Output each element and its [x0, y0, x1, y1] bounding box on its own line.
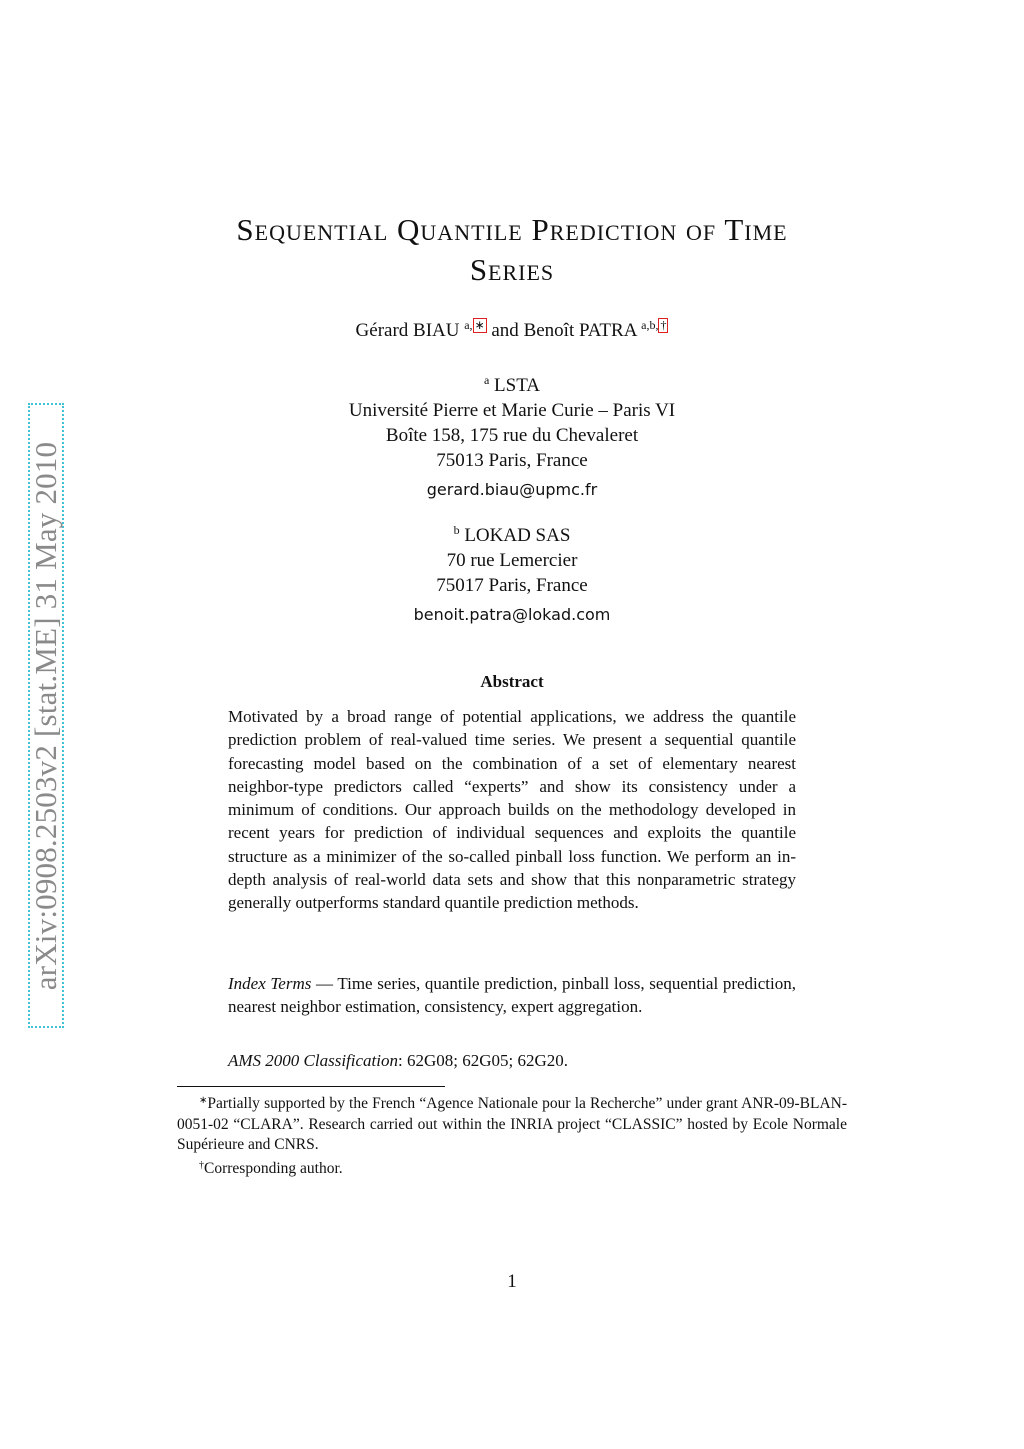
footnote: †Corresponding author.: [199, 1159, 343, 1177]
affiliation-line: 75017 Paris, France: [436, 575, 588, 596]
abstract-heading: Abstract: [480, 672, 544, 691]
affiliation-name: $^b$ LOKAD SAS: [453, 523, 571, 546]
author-affiliation-mark: a, ∗: [464, 318, 485, 332]
arxiv-identifier: arXiv:0908.2503v2 [stat.ME] 31 May 2010: [28, 441, 63, 990]
affiliation-line: 70 rue Lemercier: [446, 550, 578, 571]
index-terms-label: Index Terms: [228, 974, 312, 993]
affiliation-line: Boîte 158, 175 rue du Chevaleret: [385, 425, 639, 446]
title-line-1: Sequential Quantile Prediction of Time: [236, 212, 788, 247]
affiliation-line: 75013 Paris, France: [436, 450, 588, 471]
affiliation-lokad: [150, 518, 874, 632]
index-terms-text: — Time series, quantile prediction, pinball loss, sequential prediction, nearest neighbor estimation, consistency, expert aggregation.: [228, 974, 796, 1017]
footnotes: [177, 1091, 847, 1179]
arxiv-stamp: [28, 403, 64, 1028]
email-link[interactable]: gerard.biau@upmc.fr: [426, 480, 598, 499]
email-link[interactable]: benoit.patra@lokad.com: [413, 605, 611, 624]
footnote-link[interactable]: †: [660, 318, 667, 332]
affiliation-lsta: [150, 368, 874, 507]
page-number: 1: [507, 1271, 517, 1292]
paper-title: [150, 210, 874, 290]
ams-codes: : 62G08; 62G05; 62G20.: [398, 1051, 568, 1070]
affiliation-line: Université Pierre et Marie Curie – Paris VI: [348, 400, 676, 421]
author-list: [150, 318, 874, 342]
affiliation-name: $^a$ LSTA: [483, 373, 541, 396]
footnote-divider: [177, 1086, 445, 1087]
index-terms: [228, 972, 796, 1019]
footnote-link[interactable]: ∗: [474, 318, 485, 332]
footnote: ∗Partially supported by the French “Agence Nationale pour la Recherche” under grant ANR-09-BLAN-0051-02 “CLARA”. Research carried out within the INRIA project “CLASSIC” hosted by Ecole Normale Supérieure and CNRS.: [177, 1095, 847, 1154]
ams-label: AMS 2000 Classification: [228, 1051, 398, 1070]
abstract-text: Motivated by a broad range of potential applications, we address the quantile prediction problem of real-valued time series. We present a sequential quantile forecasting model based on the combination of a set of elementary nearest neighbor-type predictors called “experts” and show its consistency under a minimum of conditions. Our approach builds on the methodology developed in recent years for prediction of individual sequences and exploits the quantile structure as a minimizer of the so-called pinball loss function. We perform an in-depth analysis of real-world data sets and show that this nonparametric strategy generally outperforms standard quantile prediction methods.: [228, 707, 796, 913]
author-connector: and: [491, 320, 519, 341]
author-name: Benoît PATRA: [523, 320, 637, 341]
ams-classification: [228, 1051, 796, 1071]
title-line-2: Series: [469, 252, 555, 287]
author-name: Gérard BIAU: [355, 320, 460, 341]
author-affiliation-mark: a,b, †: [641, 318, 667, 332]
